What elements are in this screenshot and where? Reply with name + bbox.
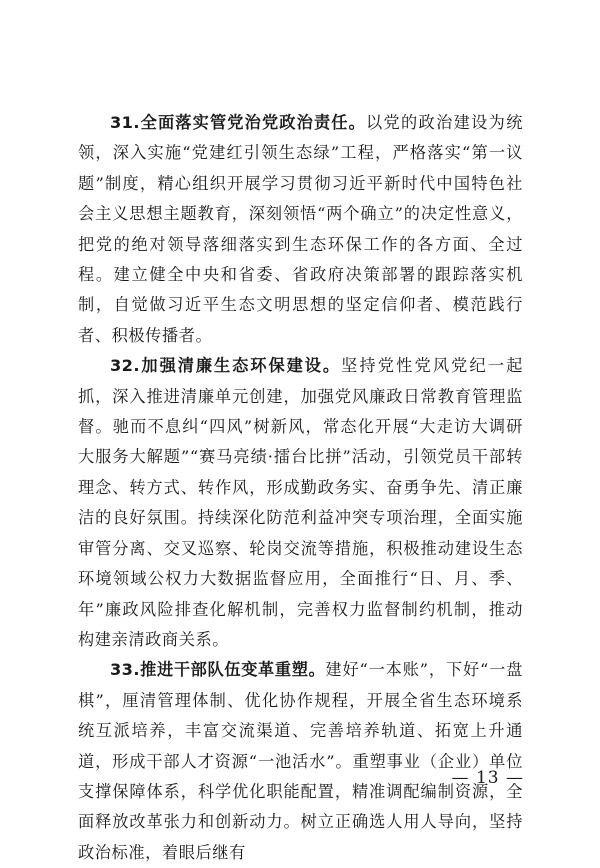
page-number: — 13 —	[451, 768, 524, 788]
paragraph-32	[78, 351, 523, 655]
paragraph-text: 建好“一本账”，下好“一盘棋”，厘清管理体制、优化协作规程，开展全省生态环境系统互派培养，丰富交流渠道、完善培养轨道、拓宽上升通道，形成干部人才资源“一池活水”。重塑事业（企业）单位支撑保障体系，科学优化职能配置，精准调配编制资源，全面释放改革张力和创新动力。树立正确选人用人导向，坚持政治标准，着眼后继有	[78, 660, 523, 862]
paragraph-heading: 32.加强清廉生态环保建设。	[110, 356, 342, 376]
paragraph-31	[78, 108, 523, 351]
paragraph-heading: 33.推进干部队伍变革重塑。	[110, 660, 326, 680]
paragraph-text: 坚持党性党风党纪一起抓，深入推进清廉单元创建，加强党风廉政日常教育管理监督。驰而不息纠“四风”树新风，常态化开展“大走访大调研大服务大解题”“赛马亮绩·擂台比拼”活动，引领党员干部转理念、转方式、转作风，形成勤政务实、奋勇争先、清正廉洁的良好氛围。持续深化防范利益冲突专项治理，全面实施审管分离、交叉巡察、轮岗交流等措施，积极推动建设生态环境领域公权力大数据监督应用，全面推行“日、月、季、年”廉政风险排查化解机制，完善权力监督制约机制，推动构建亲清政商关系。	[78, 356, 524, 649]
paragraph-heading: 31.全面落实管党治党政治责任。	[110, 113, 366, 132]
document-body	[78, 108, 523, 868]
paragraph-33	[78, 655, 523, 868]
paragraph-text: 以党的政治建设为统领，深入实施“党建红引领生态绿”工程，严格落实“第一议题”制度，精心组织开展学习贯彻习近平新时代中国特色社会主义思想主题教育，深刻领悟“两个确立”的决定性意义，把党的绝对领导落细落实到生态环保工作的各方面、全过程。建立健全中央和省委、省政府决策部署的跟踪落实机制，自觉做习近平生态文明思想的坚定信仰者、模范践行者、积极传播者。	[78, 113, 524, 345]
